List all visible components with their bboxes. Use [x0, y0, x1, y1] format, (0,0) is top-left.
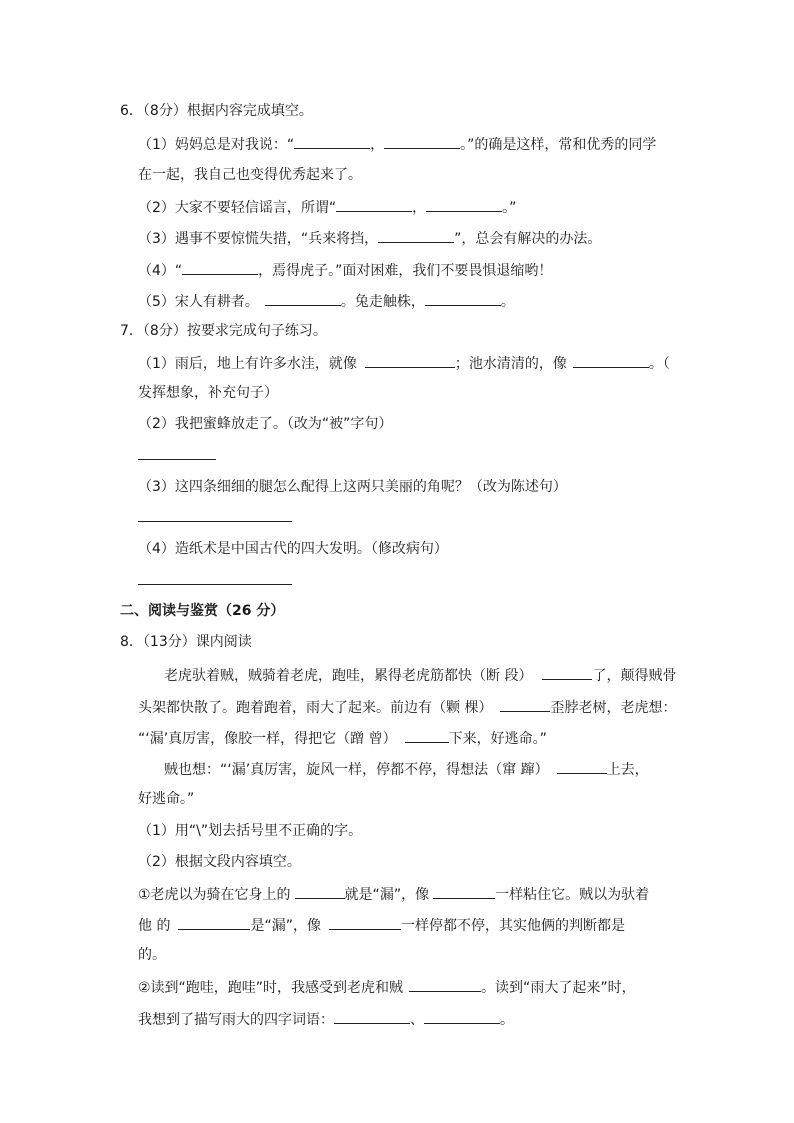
blank[interactable]: [265, 290, 341, 306]
answer-line[interactable]: [138, 521, 292, 522]
blank[interactable]: [378, 227, 454, 243]
blank[interactable]: [424, 1008, 500, 1024]
q8-fill-1: ①老虎以为骑在它身上的 就是“漏”，像 一样粘住它。贼以为驮着: [138, 883, 649, 905]
blank[interactable]: [295, 883, 345, 899]
passage-line: 贼也想：“‘漏’真厉害，旋风一样，停都不停，得想法（窜 蹿） 上去，: [164, 758, 649, 780]
q6-item-1-cont: 在一起，我自己也变得优秀起来了。: [138, 167, 362, 183]
blank[interactable]: [329, 914, 401, 930]
blank[interactable]: [409, 976, 481, 992]
answer-line[interactable]: [138, 584, 292, 585]
q6-item-3: （3）遇事不要惊慌失措，“兵来将挡， ”，总会有解决的办法。: [138, 227, 601, 249]
q7-item-1-cont: 发挥想象，补充句子）: [138, 385, 278, 401]
q6-item-2: （2）大家不要轻信谣言，所谓“ ， 。”: [138, 196, 516, 218]
q8-sub-2: （2）根据文段内容填空。: [138, 854, 301, 870]
blank[interactable]: [405, 727, 449, 743]
blank[interactable]: [426, 196, 502, 212]
blank[interactable]: [433, 883, 495, 899]
q8-fill-2: ②读到“跑哇，跑哇”时，我感受到老虎和贼 。读到“雨大了起来”时，: [138, 976, 636, 998]
blank[interactable]: [573, 352, 649, 368]
blank[interactable]: [542, 664, 592, 680]
q7-item-1: （1）雨后，地上有许多水洼，就像 ；池水清清的，像 。（: [138, 352, 670, 374]
q8-sub-1: （1）用“\”划去括号里不正确的字。: [138, 823, 363, 839]
passage-line: 头架都快散了。跑着跑着，雨大了起来。前边有（颗 棵） 歪脖老树，老虎想：: [138, 696, 676, 718]
passage-line: 老虎驮着贼，贼骑着老虎，跑哇，累得老虎筋都快（断 段） 了，颠得贼骨: [164, 664, 676, 686]
blank[interactable]: [178, 914, 250, 930]
blank[interactable]: [336, 196, 412, 212]
blank[interactable]: [365, 352, 455, 368]
passage-line: 好逃命。”: [138, 791, 195, 807]
q8-fill-1-end: 的。: [138, 947, 166, 963]
q7-item-2: （2）我把蜜蜂放走了。（改为“被”字句）: [138, 416, 393, 432]
section-title: 二、阅读与鉴赏（26 分）: [120, 603, 285, 619]
q6-item-4: （4）“ ，焉得虎子。”面对困难，我们不要畏惧退缩哟！: [138, 259, 552, 281]
blank[interactable]: [500, 696, 550, 712]
q6-item-1: （1）妈妈总是对我说：“ ， 。”的确是这样，常和优秀的同学: [138, 133, 656, 155]
q7-item-4: （4）造纸术是中国古代的四大发明。（修改病句）: [138, 541, 448, 557]
blank[interactable]: [425, 290, 501, 306]
q8-fill-1-cont: 他 的 是“漏”，像 一样停都不停，其实他俩的判断都是: [138, 914, 625, 936]
passage-line: “‘漏’真厉害，像胶一样，得把它（蹭 曾） 下来，好逃命。”: [138, 727, 547, 749]
blank[interactable]: [334, 1008, 410, 1024]
blank[interactable]: [384, 133, 460, 149]
q7-header: 7．（8分）按要求完成句子练习。: [120, 323, 327, 339]
q6-header: 6．（8分）根据内容完成填空。: [120, 103, 313, 119]
q8-header: 8．（13分）课内阅读: [120, 634, 252, 650]
blank[interactable]: [182, 259, 258, 275]
q7-item-3: （3）这四条细细的腿怎么配得上这两只美丽的角呢？（改为陈述句）: [138, 479, 567, 495]
q6-item-5: （5）宋人有耕者。 。兔走触株， 。: [138, 290, 515, 312]
blank[interactable]: [294, 133, 370, 149]
answer-line[interactable]: [138, 459, 216, 460]
blank[interactable]: [557, 758, 607, 774]
q8-fill-2-cont: 我想到了描写雨大的四字词语： 、 。: [138, 1008, 514, 1030]
